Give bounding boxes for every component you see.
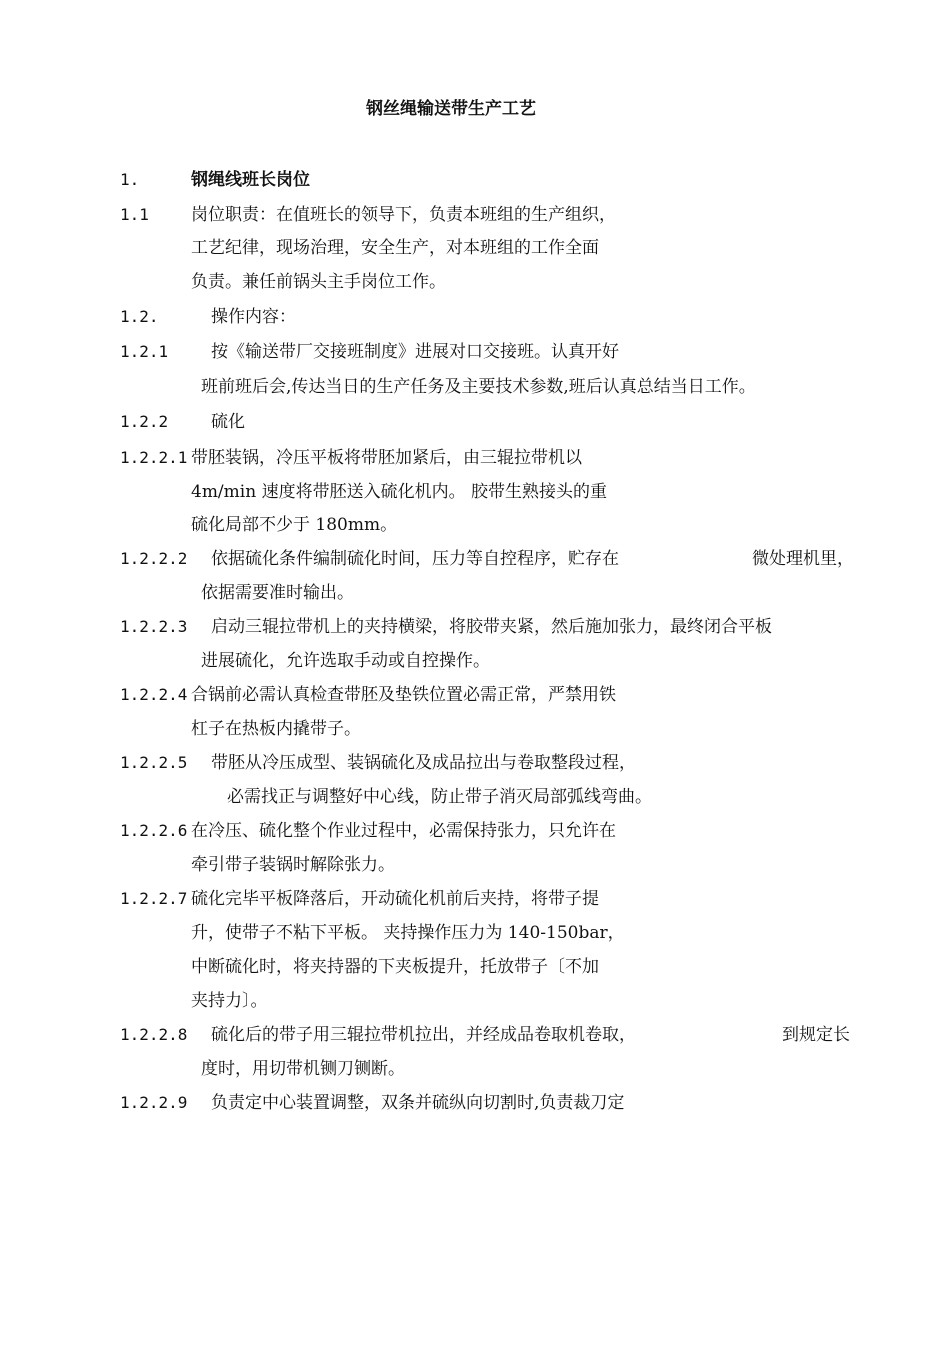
- document-title: 钢丝绳输送带生产工艺: [366, 99, 536, 119]
- paragraph-line: 夹持力〕。: [191, 991, 268, 1011]
- paragraph-line: 依据硫化条件编制硫化时间，压力等自控程序，贮存在: [211, 549, 619, 569]
- paragraph-line: 合锅前必需认真检查带胚及垫铁位置必需正常，严禁用铁: [191, 685, 616, 705]
- paragraph-line: 负责定中心装置调整，双条并硫纵向切割时,负责裁刀定: [211, 1093, 625, 1113]
- paragraph-line: 按《输送带厂交接班制度》进展对口交接班。认真开好: [211, 342, 619, 362]
- section-number: 1.2.: [120, 307, 159, 326]
- paragraph-line: 度时，用切带机铡刀铡断。: [201, 1059, 405, 1079]
- paragraph-line: 在冷压、硫化整个作业过程中，必需保持张力，只允许在: [191, 821, 616, 841]
- paragraph-aside: 微处理机里，: [752, 549, 854, 569]
- section-number: 1.2.2.5: [120, 753, 188, 772]
- section-number: 1.: [120, 170, 140, 189]
- paragraph-line: 岗位职责：在值班长的领导下，负责本班组的生产组织，: [191, 205, 616, 225]
- section-number: 1.2.2.3: [120, 617, 188, 636]
- section-number: 1.2.2.1: [120, 448, 188, 467]
- paragraph-line: 杠子在热板内撬带子。: [191, 719, 361, 739]
- paragraph-line: 带胚从冷压成型、装锅硫化及成品拉出与卷取整段过程，: [211, 753, 636, 773]
- paragraph-aside: 到规定长: [782, 1025, 850, 1045]
- paragraph-line: 依据需要准时输出。: [201, 583, 354, 603]
- section-number: 1.2.2: [120, 412, 169, 431]
- section-number: 1.2.1: [120, 342, 169, 361]
- paragraph-line: 硫化后的带子用三辊拉带机拉出，并经成品卷取机卷取，: [211, 1025, 636, 1045]
- paragraph-line: 牵引带子装锅时解除张力。: [191, 855, 395, 875]
- paragraph-line: 中断硫化时，将夹持器的下夹板提升，托放带子〔不加: [191, 957, 599, 977]
- paragraph-line: 带胚装锅，冷压平板将带胚加紧后，由三辊拉带机以: [191, 448, 582, 468]
- paragraph-line: 硫化: [211, 412, 245, 432]
- section-number: 1.2.2.8: [120, 1025, 188, 1044]
- section-number: 1.2.2.6: [120, 821, 188, 840]
- section-number: 1.2.2.2: [120, 549, 188, 568]
- section-number: 1.2.2.9: [120, 1093, 188, 1112]
- paragraph-line: 启动三辊拉带机上的夹持横梁，将胶带夹紧，然后施加张力，最终闭合平板: [211, 617, 772, 637]
- section-number: 1.2.2.4: [120, 685, 188, 704]
- section-number: 1.1: [120, 205, 149, 224]
- paragraph-line: 硫化完毕平板降落后，开动硫化机前后夹持，将带子提: [191, 889, 599, 909]
- paragraph-line: 进展硫化，允许选取手动或自控操作。: [201, 651, 490, 671]
- section-number: 1.2.2.7: [120, 889, 188, 908]
- section-heading: 钢绳线班长岗位: [191, 170, 310, 190]
- paragraph-line: 硫化局部不少于 180mm。: [191, 515, 398, 535]
- paragraph-line: 班前班后会,传达当日的生产任务及主要技术参数,班后认真总结当日工作。: [201, 377, 756, 397]
- paragraph-line: 升，使带子不粘下平板。 夹持操作压力为 140-150bar，: [191, 923, 625, 943]
- paragraph-line: 负责。兼任前锅头主手岗位工作。: [191, 272, 446, 292]
- paragraph-line: 4m/min 速度将带胚送入硫化机内。 胶带生熟接头的重: [191, 482, 607, 502]
- paragraph-line: 必需找正与调整好中心线，防止带子消灭局部弧线弯曲。: [227, 787, 652, 807]
- paragraph-line: 工艺纪律，现场治理，安全生产，对本班组的工作全面: [191, 238, 599, 258]
- paragraph-line: 操作内容：: [211, 307, 296, 327]
